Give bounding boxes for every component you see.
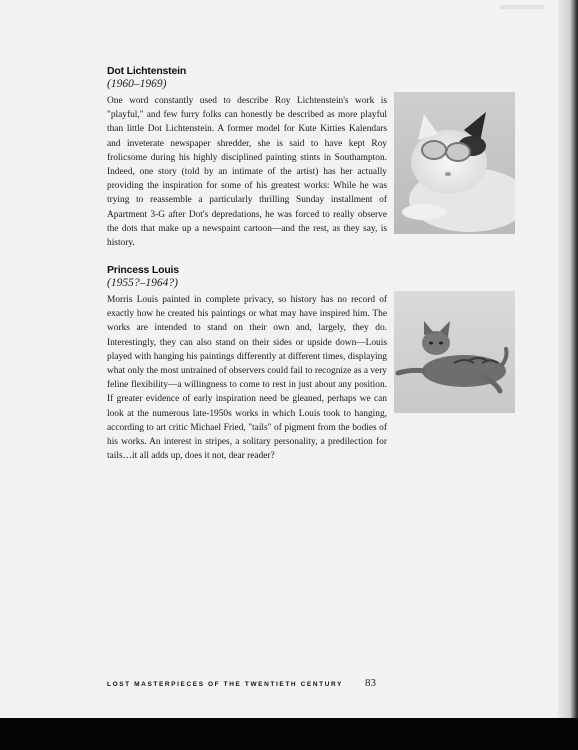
photo-cat-sunglasses xyxy=(394,92,515,234)
page-edge xyxy=(558,0,578,718)
entry-body: One word constantly used to describe Roy Lichtenstein's work is "playful," and few furry folks can honestly be described as more playful than little Dot Lichtenstein. A former model for Kute Kitties Kalendars and inveterate newspaper shredder, she is said to have kept Roy frolicsome during his highly disciplined painting stints in Southampton. Indeed, one story (told by an intimate of the artist) has her actually providing the inspiration for some of his greatest works: While he was trying to reassemble a particularly thrilling Sunday installment of Apartment 3-G after Dot's depredations, he was forced to really observe the dots that make up a newspaint cartoon—and the rest, as they say, is history. xyxy=(107,96,387,249)
entry-title: Princess Louis xyxy=(107,264,179,276)
entry-princess-louis xyxy=(107,264,387,463)
page-number: 83 xyxy=(365,677,376,689)
scan-border xyxy=(0,718,578,750)
bleed-through-mark xyxy=(500,3,544,11)
entry-dot-lichtenstein xyxy=(107,65,387,250)
entry-body: Morris Louis painted in complete privacy, so history has no record of exactly how he created his paintings or what may have inspired him. The works are intended to stand on their own and, largely, they do. Interestingly, they can also stand on their sides or upside down—Louis played with hanging his paintings differently at different times, displaying what only the most untrained of observers could fail to recognize as a very feline flexibility—a willingness to come to rest in just about any position. If greater evidence of early inspiration need be gleaned, perhaps we can look at the numerous late-1950s works in which Louis took to hanging, according to art critic Michael Fried, "tails" of pigment from the bodies of his works. An interest in stripes, a solitary personality, a predilection for tails…it all adds up, does it not, dear reader? xyxy=(107,295,387,462)
entry-title: Dot Lichtenstein xyxy=(107,65,187,77)
running-title: LOST MASTERPIECES OF THE TWENTIETH CENTURY xyxy=(107,681,343,688)
photo-cat-lounging xyxy=(394,291,515,413)
entry-dates: (1960–1969) xyxy=(107,78,167,90)
entry-dates: (1955?–1964?) xyxy=(107,277,178,289)
